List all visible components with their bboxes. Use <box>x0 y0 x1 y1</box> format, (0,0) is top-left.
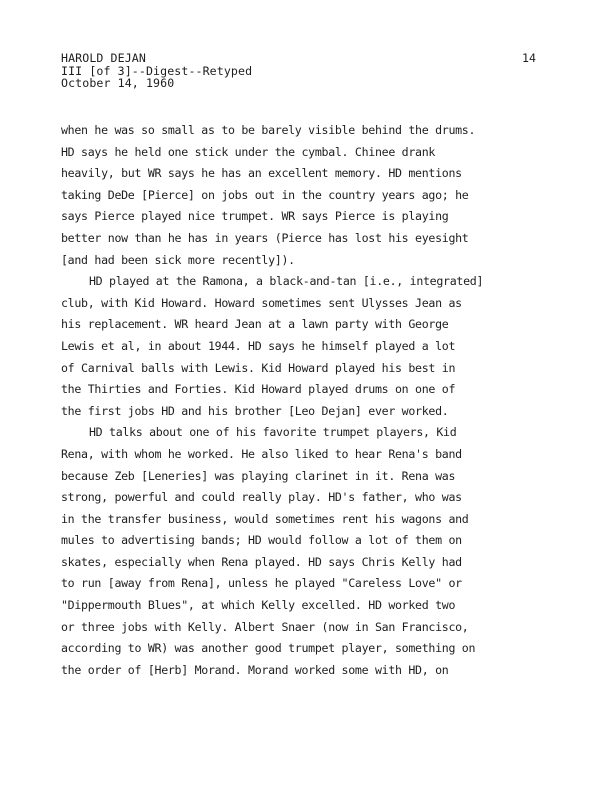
text-line: HD says he held one stick under the cymbal. Chinee drank <box>61 144 436 159</box>
text-line: to run [away from Rena], unless he played "Careless Love" or <box>61 576 462 591</box>
paragraph-first-line: HD talks about one of his favorite trumpet players, Kid <box>89 425 457 440</box>
text-line: skates, especially when Rena played. HD says Chris Kelly had <box>61 554 462 569</box>
text-line: Rena, with whom he worked. He also liked to hear Rena's band <box>61 446 462 461</box>
text-line: in the transfer business, would sometimes rent his wagons and <box>61 511 469 526</box>
text-line: because Zeb [Leneries] was playing clarinet in it. Rena was <box>61 468 456 483</box>
text-line: [and had been sick more recently]). <box>61 252 295 267</box>
text-line: the first jobs HD and his brother [Leo Dejan] ever worked. <box>61 403 449 418</box>
page-number: 14 <box>522 51 536 65</box>
text-line: club, with Kid Howard. Howard sometimes sent Ulysses Jean as <box>61 295 462 310</box>
paragraph-first-line: HD played at the Ramona, a black-and-tan [i.e., integrated] <box>89 274 484 289</box>
text-line: of Carnival balls with Lewis. Kid Howard played his best in <box>61 360 456 375</box>
text-line: says Pierce played nice trumpet. WR says Pierce is playing <box>61 209 449 224</box>
reel-label: III [of 3]--Digest--Retyped <box>61 63 253 78</box>
text-line: heavily, but WR says he has an excellent memory. HD mentions <box>61 166 462 181</box>
text-line: taking DeDe [Pierce] on jobs out in the country years ago; he <box>61 187 469 202</box>
text-line: Lewis et al, in about 1944. HD says he himself played a lot <box>61 338 456 353</box>
text-line: his replacement. WR heard Jean at a lawn party with George <box>61 317 449 332</box>
interview-date: October 14, 1960 <box>61 76 175 90</box>
interviewee-name: HAROLD DEJAN <box>61 51 146 65</box>
text-line: or three jobs with Kelly. Albert Snaer (now in San Francisco, <box>61 619 469 634</box>
text-line: according to WR) was another good trumpet player, something on <box>61 641 476 656</box>
text-line: "Dippermouth Blues", at which Kelly excelled. HD worked two <box>61 598 456 613</box>
text-line: when he was so small as to be barely visible behind the drums. <box>61 123 476 137</box>
text-line: better now than he has in years (Pierce has lost his eyesight <box>61 230 469 245</box>
document-header <box>61 52 252 90</box>
text-line: the order of [Herb] Morand. Morand worked some with HD, on <box>61 662 449 677</box>
text-line: strong, powerful and could really play. HD's father, who was <box>61 490 462 505</box>
text-line: mules to advertising bands; HD would follow a lot of them on <box>61 533 462 548</box>
body-text <box>61 120 541 681</box>
text-line: the Thirties and Forties. Kid Howard played drums on one of <box>61 382 456 397</box>
